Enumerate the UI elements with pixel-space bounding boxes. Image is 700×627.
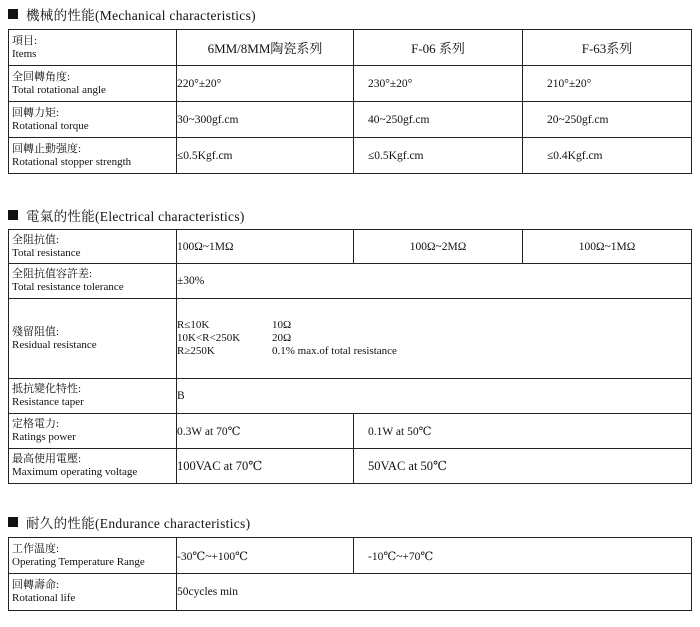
bullet-square-icon bbox=[8, 517, 18, 527]
label-cell bbox=[9, 102, 177, 138]
table-row bbox=[9, 230, 692, 264]
label-zh: 定格電力: bbox=[12, 418, 60, 430]
label-en: Resistance taper bbox=[12, 396, 84, 408]
bullet-square-icon bbox=[8, 210, 18, 220]
value-cell: 100VAC at 70℃ bbox=[177, 449, 354, 484]
value-cell: 50cycles min bbox=[177, 574, 692, 611]
value-cell: 50VAC at 50℃ bbox=[354, 449, 692, 484]
bullet-square-icon bbox=[8, 9, 18, 19]
header-col-f06: F-06 系列 bbox=[354, 30, 523, 66]
value-cell: B bbox=[177, 379, 692, 414]
label-en: Operating Temperature Range bbox=[12, 555, 145, 568]
table-row bbox=[9, 414, 692, 449]
table-row bbox=[9, 299, 692, 379]
label-en: Total resistance tolerance bbox=[12, 281, 124, 293]
value-cell: ≤0.5Kgf.cm bbox=[177, 138, 354, 174]
label-zh: 全回轉角度: bbox=[12, 70, 71, 83]
label-en: Rotational stopper strength bbox=[12, 155, 132, 168]
label-cell bbox=[9, 264, 177, 299]
value-cell: 230°±20° bbox=[354, 66, 523, 102]
label-zh: 全阻抗值容許差: bbox=[12, 268, 93, 280]
mechanical-table bbox=[8, 29, 692, 174]
label-cell bbox=[9, 299, 177, 379]
label-en: Rotational torque bbox=[12, 119, 89, 132]
header-items-cell bbox=[9, 30, 177, 66]
label-cell bbox=[9, 538, 177, 574]
residual-grid bbox=[177, 319, 691, 358]
label-cell bbox=[9, 66, 177, 102]
table-row bbox=[9, 379, 692, 414]
table-row bbox=[9, 538, 692, 574]
table-row bbox=[9, 449, 692, 484]
value-cell: -30℃~+100℃ bbox=[177, 538, 354, 574]
value-cell: -10℃~+70℃ bbox=[354, 538, 692, 574]
label-en: Ratings power bbox=[12, 431, 76, 443]
label-zh: 抵抗變化特性: bbox=[12, 383, 82, 395]
value-cell: 100Ω~2MΩ bbox=[354, 230, 523, 264]
value-cell: 40~250gf.cm bbox=[354, 102, 523, 138]
label-en: Total rotational angle bbox=[12, 83, 106, 96]
value-cell: 100Ω~1MΩ bbox=[177, 230, 354, 264]
label-zh: 全阻抗值: bbox=[12, 233, 60, 246]
residual-condition: R≤10K bbox=[177, 319, 210, 331]
section-title-electrical-text: 電氣的性能(Electrical characteristics) bbox=[26, 209, 245, 224]
value-cell: 0.3W at 70℃ bbox=[177, 414, 354, 449]
residual-value: 0.1% max.of total resistance bbox=[272, 345, 397, 357]
section-title-mechanical-text: 機械的性能(Mechanical characteristics) bbox=[26, 8, 256, 23]
header-col-ceramic: 6MM/8MM陶瓷系列 bbox=[177, 30, 354, 66]
label-zh: 回轉壽命: bbox=[12, 579, 60, 591]
value-cell: 20~250gf.cm bbox=[523, 102, 692, 138]
electrical-table bbox=[8, 229, 692, 484]
label-cell bbox=[9, 449, 177, 484]
label-cell bbox=[9, 230, 177, 264]
section-title-electrical bbox=[8, 205, 245, 225]
residual-condition: 10K<R<250K bbox=[177, 332, 241, 344]
value-cell: ≤0.4Kgf.cm bbox=[523, 138, 692, 174]
label-zh: 工作温度: bbox=[12, 542, 60, 555]
header-col-f63: F-63系列 bbox=[523, 30, 692, 66]
label-zh: 殘留阻值: bbox=[12, 325, 60, 338]
table-row bbox=[9, 574, 692, 611]
label-cell bbox=[9, 379, 177, 414]
label-zh: 最高使用電壓: bbox=[12, 453, 82, 465]
label-cell bbox=[9, 138, 177, 174]
section-title-endurance-text: 耐久的性能(Endurance characteristics) bbox=[26, 516, 251, 531]
label-cell bbox=[9, 574, 177, 611]
label-zh: 回轉力矩: bbox=[12, 106, 60, 119]
table-row bbox=[9, 66, 692, 102]
label-en: Items bbox=[12, 47, 37, 60]
value-cell: 220°±20° bbox=[177, 66, 354, 102]
table-row bbox=[9, 264, 692, 299]
residual-value: 10Ω bbox=[272, 319, 292, 331]
table-row bbox=[9, 138, 692, 174]
label-cell bbox=[9, 414, 177, 449]
residual-value: 20Ω bbox=[272, 332, 292, 344]
endurance-table bbox=[8, 537, 692, 611]
label-zh: 回轉止動强度: bbox=[12, 142, 82, 155]
value-cell: ≤0.5Kgf.cm bbox=[354, 138, 523, 174]
label-en: Residual resistance bbox=[12, 338, 97, 351]
section-title-mechanical bbox=[8, 4, 256, 24]
residual-value-cell bbox=[177, 299, 692, 379]
label-zh: 項目: bbox=[12, 34, 38, 47]
value-cell: 0.1W at 50℃ bbox=[354, 414, 692, 449]
table-row bbox=[9, 102, 692, 138]
label-en: Rotational life bbox=[12, 592, 76, 604]
table-row bbox=[9, 30, 692, 66]
section-title-endurance bbox=[8, 512, 250, 532]
value-cell: ±30% bbox=[177, 264, 692, 299]
value-cell: 30~300gf.cm bbox=[177, 102, 354, 138]
label-en: Total resistance bbox=[12, 246, 81, 259]
value-cell: 100Ω~1MΩ bbox=[523, 230, 692, 264]
label-en: Maximum operating voltage bbox=[12, 466, 138, 478]
value-cell: 210°±20° bbox=[523, 66, 692, 102]
residual-condition: R≥250K bbox=[177, 345, 215, 357]
